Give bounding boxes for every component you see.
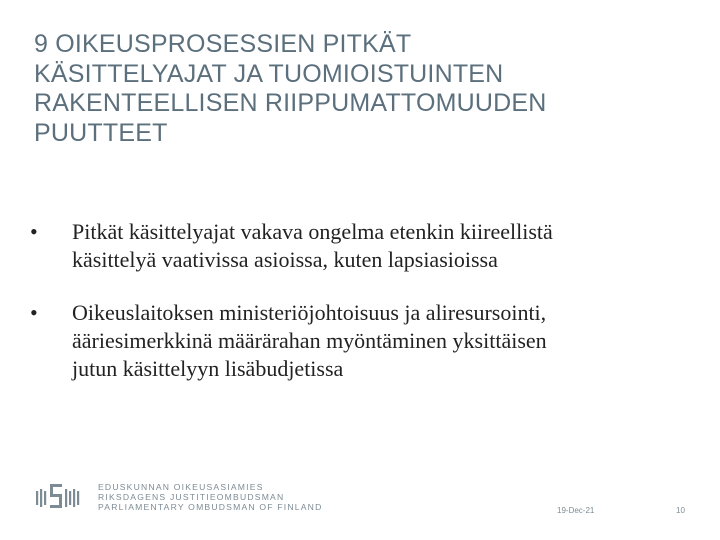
bullet-item xyxy=(30,218,700,274)
org-line: RIKSDAGENS JUSTITIEOMBUDSMAN xyxy=(98,492,285,502)
logo-graphic xyxy=(36,480,88,516)
page-number: 10 xyxy=(676,506,685,515)
bullet-line: jutun käsittelyyn lisäbudjetissa xyxy=(72,356,344,381)
title-line: KÄSITTELYAJAT JA TUOMIOISTUINTEN xyxy=(34,59,504,88)
title-line: RAKENTEELLISEN RIIPPUMATTOMUUDEN xyxy=(34,89,547,117)
bullet-line: Pitkät käsittelyajat vakava ongelma etenkin kiireellistä xyxy=(72,219,553,244)
title-line: 9 OIKEUSPROSESSIEN PITKÄT xyxy=(34,30,412,58)
bullet-symbol: • xyxy=(30,300,38,325)
org-line: PARLIAMENTARY OMBUDSMAN OF FINLAND xyxy=(98,502,323,512)
organization-name xyxy=(98,482,322,512)
slide-title xyxy=(34,30,694,148)
bullet-item xyxy=(30,299,700,383)
org-line: EDUSKUNNAN OIKEUSASIAMIES xyxy=(98,482,264,492)
bullet-line: ääriesimerkkinä määrärahan myöntäminen yksittäisen xyxy=(72,328,547,353)
title-line: PUUTTEET xyxy=(34,118,168,147)
footer-date: 19-Dec-21 xyxy=(557,506,595,515)
eoa-logo-icon xyxy=(36,480,88,516)
bullet-line: Oikeuslaitoksen ministeriöjohtoisuus ja aliresursointi, xyxy=(72,300,547,325)
bullet-symbol: • xyxy=(30,219,38,244)
bullet-line: käsittelyä vaativissa asioissa, kuten lapsiasioissa xyxy=(72,247,498,272)
bullet-list xyxy=(30,218,700,408)
